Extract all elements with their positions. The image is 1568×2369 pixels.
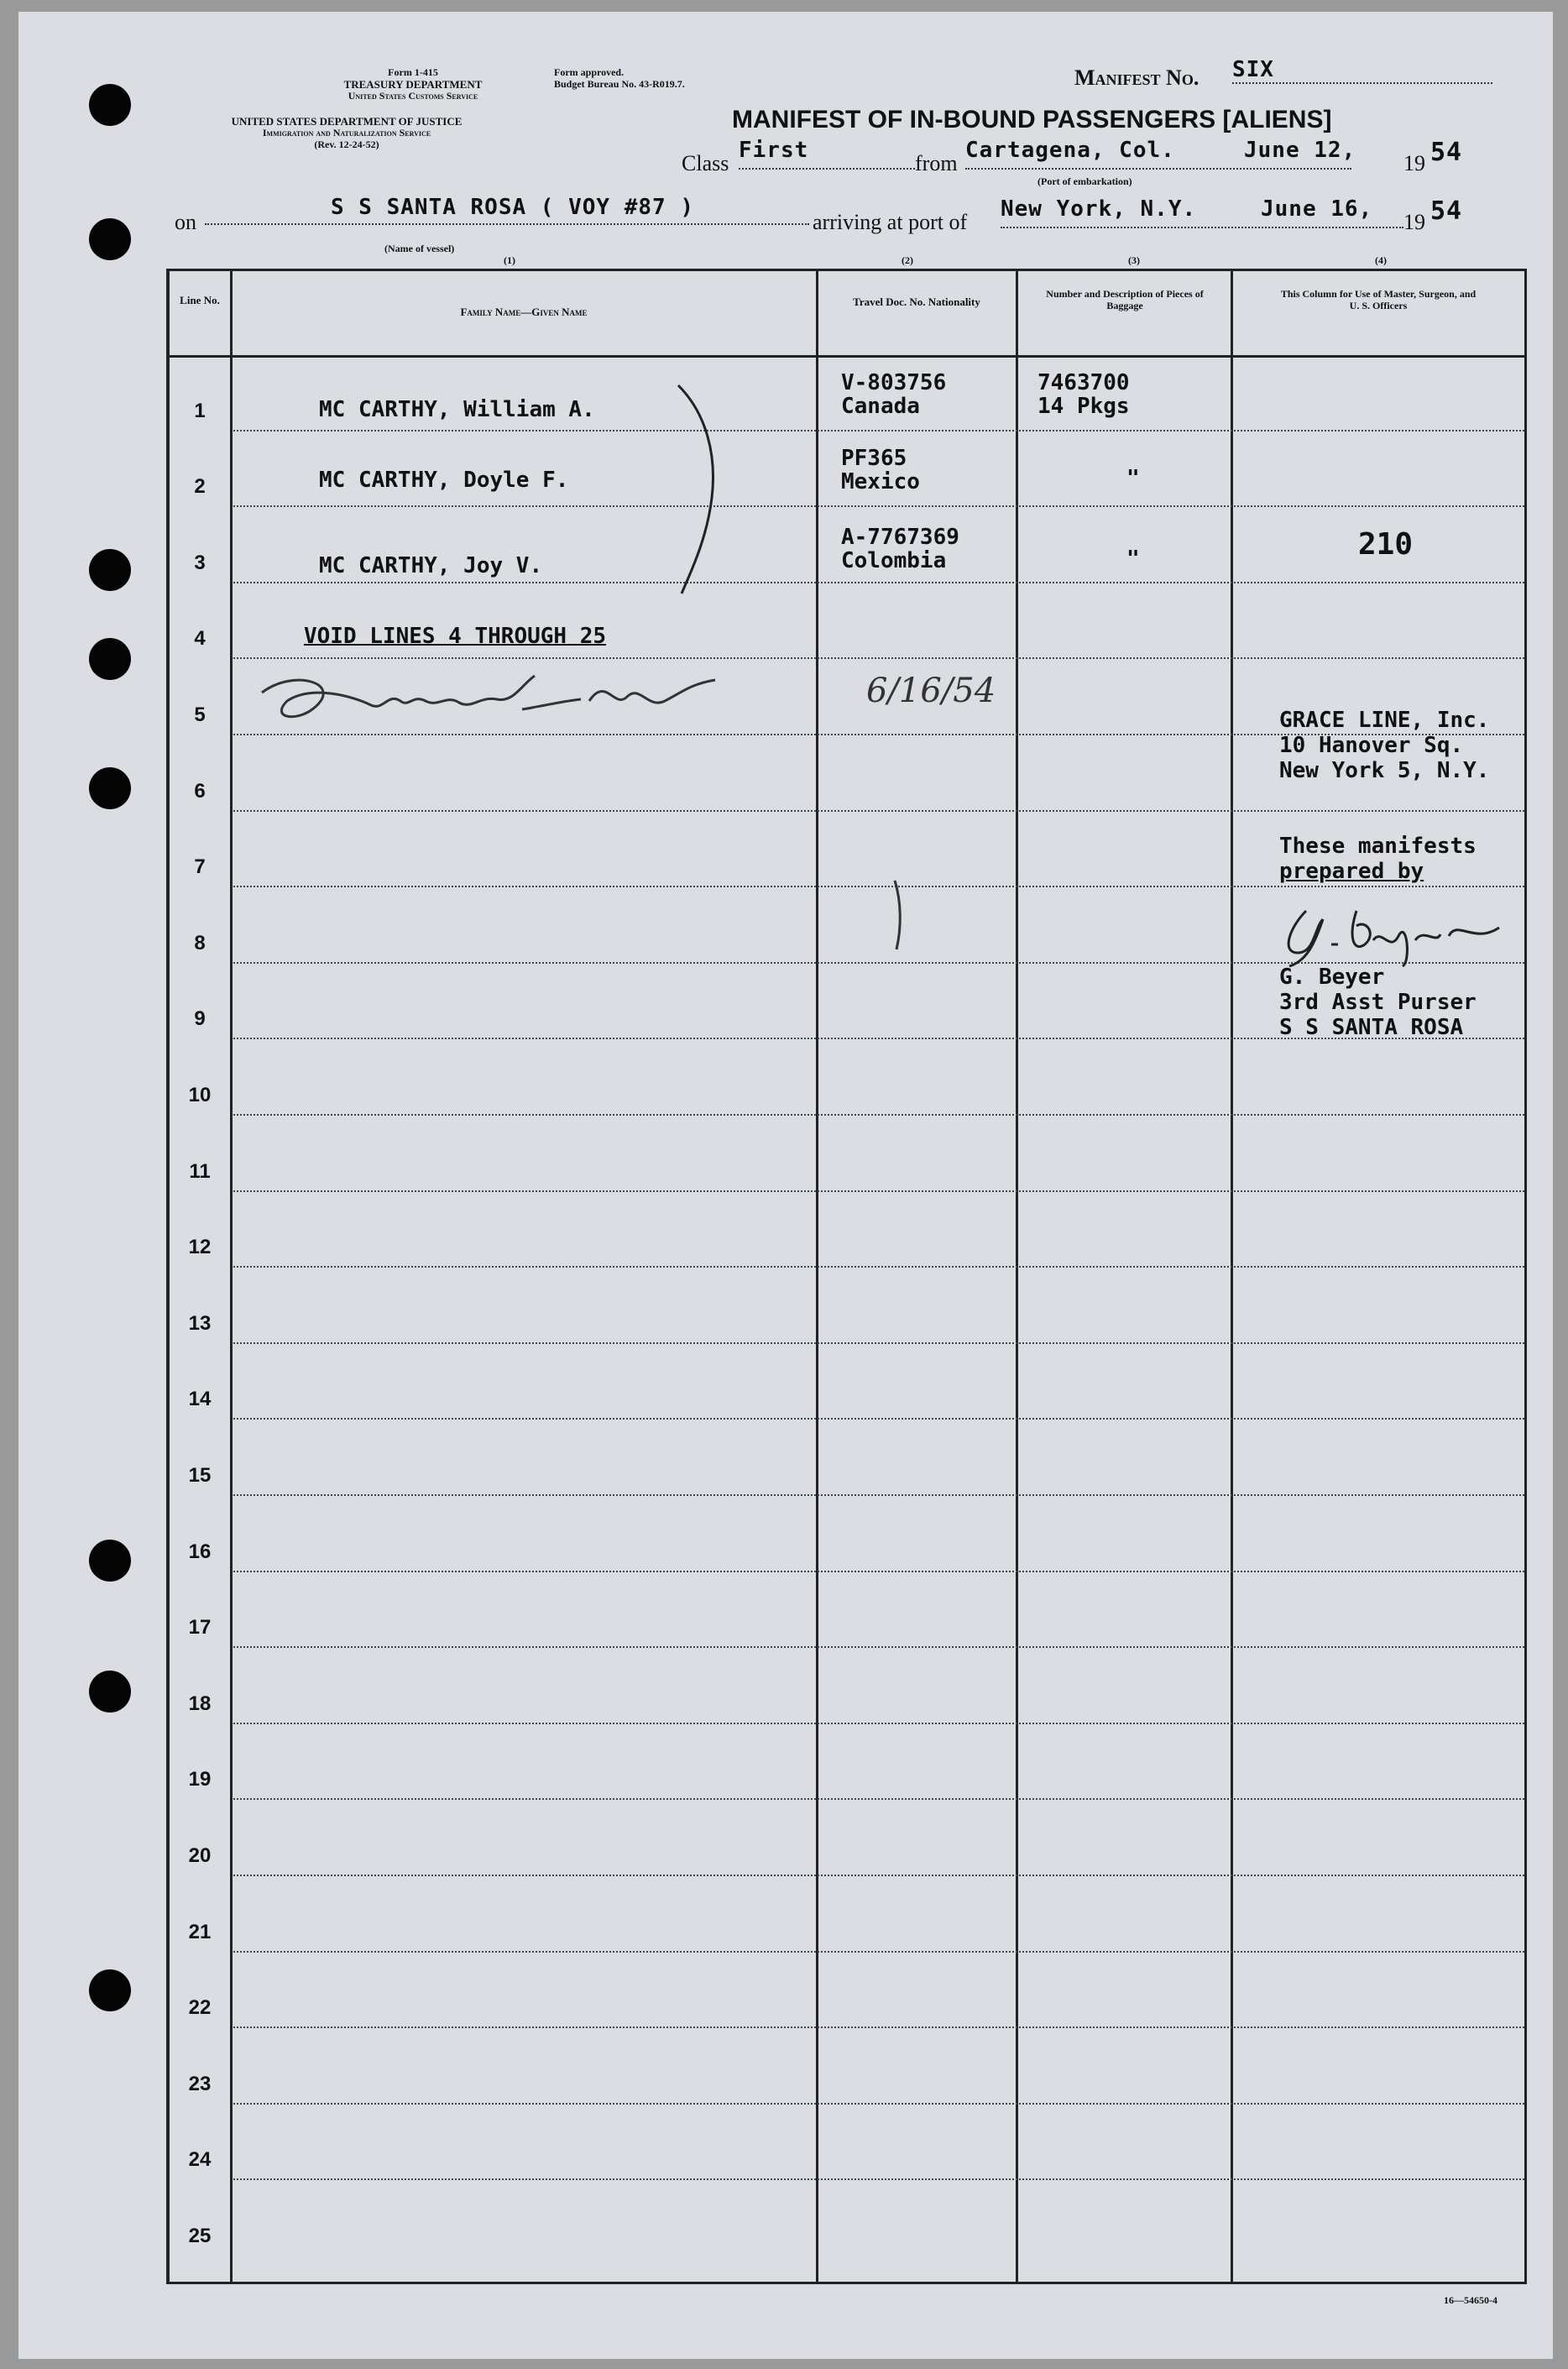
purser-name: G. Beyer xyxy=(1279,965,1385,990)
table-row xyxy=(170,1039,1524,1116)
year-prefix: 19 xyxy=(1403,151,1425,175)
line-number: 16 xyxy=(188,1540,212,1563)
from-value: Cartagena, Col. xyxy=(965,138,1351,170)
customs-service: United States Customs Service xyxy=(348,90,478,102)
punch-hole xyxy=(89,767,131,809)
header-name: Family Name—Given Name xyxy=(460,306,588,318)
line-number: 1 xyxy=(194,399,206,422)
table-row xyxy=(170,1953,1524,2029)
officer-number: 210 xyxy=(1358,527,1414,562)
officer-signature xyxy=(245,659,766,735)
passenger-name: MC CARTHY, William A. xyxy=(319,397,595,422)
header-baggage: Number and Description of Pieces of Baggage xyxy=(1046,288,1204,311)
form-approved: Form approved. xyxy=(554,66,625,78)
line-number: 3 xyxy=(194,551,206,574)
punch-hole xyxy=(89,84,131,126)
line-number: 18 xyxy=(188,1692,212,1715)
nationality: Colombia xyxy=(841,548,947,573)
line-number: 13 xyxy=(188,1311,212,1335)
line-number: 15 xyxy=(188,1463,212,1487)
ins-line: Immigration and Naturalization Service xyxy=(262,127,431,139)
class-value: First xyxy=(739,138,915,170)
table-row xyxy=(170,1648,1524,1724)
line-number: 7 xyxy=(194,855,206,879)
line-number: 2 xyxy=(194,475,206,499)
line-number: 23 xyxy=(188,2072,212,2095)
table-row xyxy=(170,1800,1524,1876)
year-value: 54 xyxy=(1430,138,1463,167)
agent-line-2: 10 Hanover Sq. xyxy=(1279,733,1464,758)
line-number: 14 xyxy=(188,1388,212,1411)
table-row xyxy=(170,1876,1524,1953)
header-travel-doc: Travel Doc. No. Nationality xyxy=(853,295,980,308)
punch-hole xyxy=(89,1969,131,2011)
pencil-mark xyxy=(890,877,907,953)
manifest-title: MANIFEST OF IN-BOUND PASSENGERS [ALIENS] xyxy=(732,106,1332,133)
line-number: 24 xyxy=(188,2148,212,2172)
line-number: 22 xyxy=(188,1996,212,2020)
col-num-3: (3) xyxy=(1128,254,1140,266)
table-row xyxy=(170,1496,1524,1572)
line-number: 4 xyxy=(194,627,206,651)
on-label: on xyxy=(175,210,196,234)
prepared-line-2: prepared by xyxy=(1279,859,1424,884)
baggage-description: " xyxy=(1126,466,1140,491)
manifest-no-label: Manifest No. xyxy=(1074,65,1200,90)
line-number: 25 xyxy=(188,2224,212,2247)
table-row xyxy=(170,1344,1524,1420)
table-row xyxy=(170,1724,1524,1801)
table-row xyxy=(170,2028,1524,2105)
col-num-2: (2) xyxy=(902,254,913,266)
manifest-no-value: SIX xyxy=(1232,57,1492,84)
line-number: 11 xyxy=(189,1159,211,1183)
punch-hole xyxy=(89,1540,131,1582)
col-num-4: (4) xyxy=(1375,254,1387,266)
stamp-date: 6/16/54 xyxy=(866,672,996,710)
vessel-value: S S SANTA ROSA ( VOY #87 ) xyxy=(205,195,809,225)
line-number: 12 xyxy=(188,1236,212,1259)
vessel-caption: (Name of vessel) xyxy=(384,243,455,254)
passenger-name: MC CARTHY, Joy V. xyxy=(319,553,543,578)
treasury-dept: TREASURY DEPARTMENT xyxy=(343,78,483,91)
footer-code: 16—54650-4 xyxy=(1444,2294,1497,2306)
form-number: Form 1-415 xyxy=(388,66,438,78)
port-caption: (Port of embarkation) xyxy=(1037,175,1132,187)
from-label: from xyxy=(915,151,958,175)
line-number: 17 xyxy=(188,1616,212,1639)
table-row xyxy=(170,2180,1524,2257)
agent-line-3: New York 5, N.Y. xyxy=(1279,758,1490,783)
port-value: New York, N.Y. xyxy=(1001,196,1403,228)
line-number: 8 xyxy=(194,931,206,954)
table-row xyxy=(170,1268,1524,1344)
table-row xyxy=(170,2105,1524,2181)
prepared-line-1: These manifests xyxy=(1279,834,1477,859)
line-number: 9 xyxy=(194,1007,206,1031)
baggage-description: 14 Pkgs xyxy=(1037,394,1130,419)
year2-value: 54 xyxy=(1430,196,1463,226)
line-number: 19 xyxy=(188,1768,212,1791)
line-number: 6 xyxy=(194,779,206,803)
table-row xyxy=(170,1192,1524,1268)
travel-doc-no: V-803756 xyxy=(841,370,947,395)
arriving-label: arriving at port of xyxy=(813,210,968,234)
header-line-no: Line No. xyxy=(180,294,220,306)
purser-vessel: S S SANTA ROSA xyxy=(1279,1015,1464,1040)
line-number: 5 xyxy=(194,703,206,726)
baggage-number: 7463700 xyxy=(1037,370,1130,395)
bracket-mark xyxy=(673,380,724,599)
purser-title: 3rd Asst Purser xyxy=(1279,990,1477,1015)
table-row xyxy=(170,1420,1524,1496)
line-number: 10 xyxy=(188,1083,212,1106)
passenger-name: MC CARTHY, Doyle F. xyxy=(319,468,569,493)
nationality: Canada xyxy=(841,394,920,419)
void-notice: VOID LINES 4 THROUGH 25 xyxy=(304,624,607,649)
punch-hole xyxy=(89,218,131,260)
table-row xyxy=(170,1116,1524,1192)
manifest-page xyxy=(18,12,1553,2359)
doj-line: UNITED STATES DEPARTMENT OF JUSTICE xyxy=(231,115,463,128)
nationality: Mexico xyxy=(841,469,920,494)
line-number: 21 xyxy=(188,1920,212,1943)
punch-hole xyxy=(89,638,131,680)
col-num-1: (1) xyxy=(504,254,515,266)
punch-hole xyxy=(89,549,131,591)
travel-doc-no: A-7767369 xyxy=(841,525,959,550)
class-label: Class xyxy=(682,151,729,175)
baggage-description: " xyxy=(1126,546,1140,572)
passenger-table xyxy=(166,269,1527,2284)
agent-line-1: GRACE LINE, Inc. xyxy=(1279,708,1490,733)
arrival-date: June 16, xyxy=(1261,196,1373,222)
revision: (Rev. 12-24-52) xyxy=(314,139,379,150)
header-officers: This Column for Use of Master, Surgeon, and U. S. Officers xyxy=(1280,288,1477,311)
table-row xyxy=(170,1572,1524,1649)
travel-doc-no: PF365 xyxy=(841,446,907,471)
depart-date: June 12, xyxy=(1244,138,1356,163)
year2-prefix: 19 xyxy=(1403,210,1425,234)
purser-signature xyxy=(1273,894,1516,970)
punch-hole xyxy=(89,1671,131,1713)
budget-bureau: Budget Bureau No. 43-R019.7. xyxy=(554,78,685,90)
line-number: 20 xyxy=(188,1843,212,1867)
